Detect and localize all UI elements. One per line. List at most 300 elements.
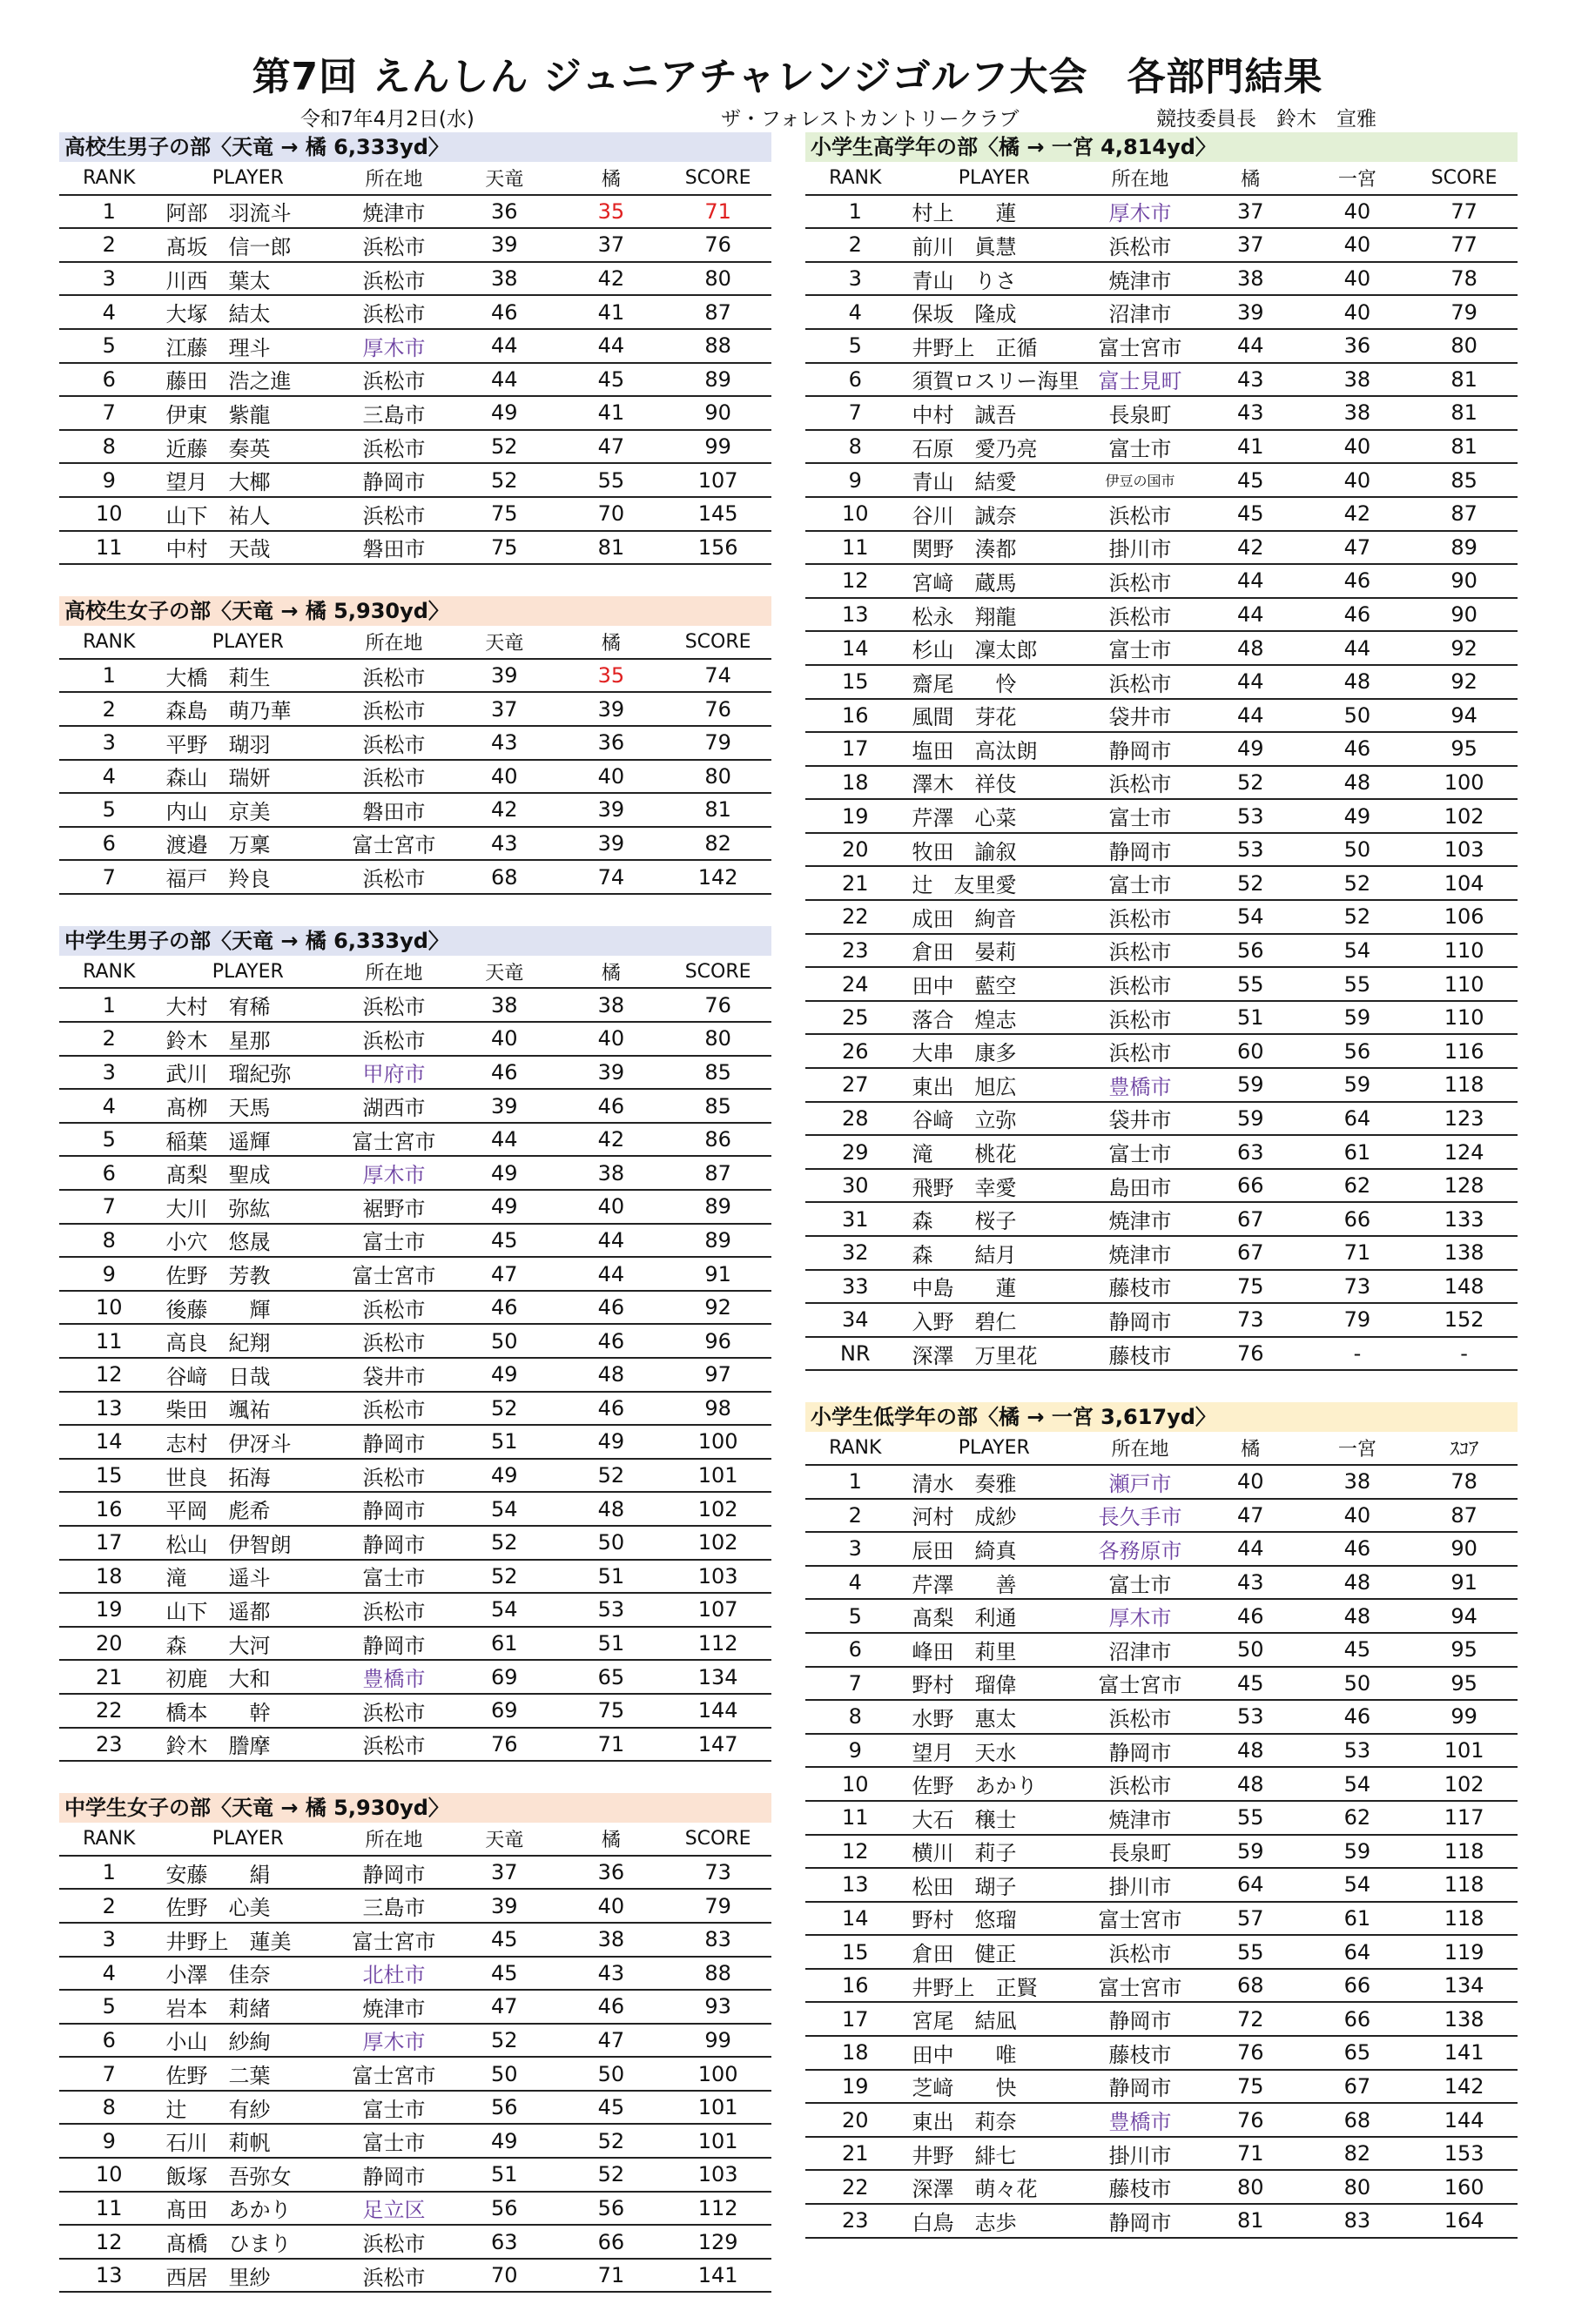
table-row <box>59 2158 771 2192</box>
front-nine-cell: 52 <box>451 1392 558 1426</box>
rank-cell: 1 <box>805 195 905 229</box>
city-cell: 浜松市 <box>337 988 451 1022</box>
back-nine-cell: 50 <box>1304 1667 1411 1701</box>
city-cell: 豊橋市 <box>337 1660 451 1694</box>
back-nine-cell: 48 <box>558 1358 665 1392</box>
back-nine-cell: 40 <box>1304 295 1411 329</box>
back-nine-cell: 52 <box>1304 900 1411 934</box>
front-nine-cell: 52 <box>451 2024 558 2058</box>
player-cell: 青山 りさ <box>905 262 1084 296</box>
table-row <box>805 967 1518 1001</box>
player-cell: 高良 紀翔 <box>159 1324 338 1358</box>
player-cell: 渡邉 万稟 <box>159 827 338 861</box>
rank-cell: 11 <box>59 531 159 565</box>
player-cell: 中村 天哉 <box>159 531 338 565</box>
front-nine-cell: 47 <box>451 1257 558 1291</box>
score-cell: 81 <box>664 793 771 827</box>
score-cell: 98 <box>664 1392 771 1426</box>
front-nine-cell: 39 <box>1197 295 1304 329</box>
back-nine-cell: 65 <box>558 1660 665 1694</box>
score-cell: 99 <box>664 2024 771 2058</box>
city-cell: 磐田市 <box>337 531 451 565</box>
table-header-row <box>59 956 771 989</box>
back-nine-cell: 46 <box>558 1324 665 1358</box>
table-row <box>805 463 1518 497</box>
front-nine-cell: 43 <box>1197 396 1304 430</box>
score-cell: 92 <box>664 1291 771 1325</box>
rank-cell: 2 <box>59 692 159 726</box>
back-nine-cell: 42 <box>558 1123 665 1157</box>
table-row <box>59 1358 771 1392</box>
player-cell: 西居 里紗 <box>159 2259 338 2293</box>
city-cell: 焼津市 <box>1083 1236 1197 1270</box>
rank-cell: 8 <box>805 430 905 464</box>
score-cell: 97 <box>664 1358 771 1392</box>
player-cell: 平野 瑚羽 <box>159 726 338 760</box>
back-nine-cell: 67 <box>1304 2070 1411 2104</box>
score-cell: 81 <box>1410 363 1518 397</box>
back-nine-cell: 66 <box>558 2225 665 2259</box>
city-cell: 富士宮市 <box>337 827 451 861</box>
score-cell: 80 <box>664 760 771 794</box>
table-row <box>805 1001 1518 1035</box>
back-nine-cell: 44 <box>558 329 665 363</box>
city-cell: 浜松市 <box>1083 1700 1197 1734</box>
table-row <box>59 2259 771 2293</box>
section-hs-boys <box>59 132 771 565</box>
table-row <box>805 430 1518 464</box>
player-cell: 世良 拓海 <box>159 1459 338 1493</box>
front-nine-cell: 52 <box>451 463 558 497</box>
rank-cell: 13 <box>59 2259 159 2293</box>
back-nine-cell: 38 <box>558 1923 665 1957</box>
score-cell: 117 <box>1410 1801 1518 1835</box>
score-cell: 148 <box>1410 1270 1518 1304</box>
city-cell: 豊橋市 <box>1083 1068 1197 1102</box>
rank-cell: 11 <box>805 531 905 565</box>
back-nine-cell: 48 <box>558 1492 665 1526</box>
column-header-back-nine: 橘 <box>558 956 665 989</box>
city-cell: 浜松市 <box>337 1291 451 1325</box>
score-cell: 80 <box>664 1022 771 1056</box>
player-cell: 横川 莉子 <box>905 1835 1084 1869</box>
front-nine-cell: 48 <box>1197 1767 1304 1801</box>
table-row <box>805 766 1518 800</box>
rank-cell: 10 <box>59 2158 159 2192</box>
front-nine-cell: 43 <box>451 827 558 861</box>
player-cell: 風間 芽花 <box>905 699 1084 733</box>
city-cell: 豊橋市 <box>1083 2103 1197 2137</box>
front-nine-cell: 50 <box>451 2057 558 2091</box>
city-cell: 浜松市 <box>1083 934 1197 968</box>
table-row <box>59 228 771 262</box>
table-row <box>59 463 771 497</box>
column-header-back-nine: 一宮 <box>1304 162 1411 195</box>
rank-cell: 9 <box>805 463 905 497</box>
back-nine-cell: 52 <box>558 1459 665 1493</box>
table-row <box>59 1990 771 2024</box>
front-nine-cell: 54 <box>451 1492 558 1526</box>
table-row <box>59 760 771 794</box>
player-cell: 大塚 結太 <box>159 295 338 329</box>
front-nine-cell: 66 <box>1197 1169 1304 1203</box>
player-cell: 橋本 幹 <box>159 1694 338 1728</box>
score-cell: 87 <box>1410 497 1518 531</box>
front-nine-cell: 51 <box>451 1425 558 1459</box>
front-nine-cell: 44 <box>1197 699 1304 733</box>
player-cell: 成田 絢音 <box>905 900 1084 934</box>
table-row <box>59 1257 771 1291</box>
back-nine-cell: 66 <box>1304 1969 1411 2003</box>
results-table <box>805 1432 1518 2238</box>
back-nine-cell: 52 <box>558 2124 665 2158</box>
rank-cell: 21 <box>805 2137 905 2171</box>
venue-name: ザ・フォレストカントリークラブ <box>721 108 1020 131</box>
column-header-back-nine: 橘 <box>558 162 665 195</box>
player-cell: 保坂 隆成 <box>905 295 1084 329</box>
table-row <box>805 598 1518 632</box>
front-nine-cell: 55 <box>1197 967 1304 1001</box>
city-cell: 富士市 <box>1083 1566 1197 1600</box>
city-cell: 焼津市 <box>1083 1801 1197 1835</box>
front-nine-cell: 59 <box>1197 1835 1304 1869</box>
rank-cell: 20 <box>59 1627 159 1661</box>
rank-cell: 21 <box>59 1660 159 1694</box>
back-nine-cell: 46 <box>1304 598 1411 632</box>
back-nine-cell: 59 <box>1304 1001 1411 1035</box>
table-row <box>59 659 771 693</box>
rank-cell: 1 <box>59 988 159 1022</box>
city-cell: 焼津市 <box>337 1990 451 2024</box>
back-nine-cell: 40 <box>558 760 665 794</box>
score-cell: 102 <box>1410 1767 1518 1801</box>
column-header-player: PLAYER <box>159 1823 338 1856</box>
score-cell: 89 <box>664 1190 771 1224</box>
back-nine-cell: 45 <box>1304 1633 1411 1667</box>
score-cell: 100 <box>1410 766 1518 800</box>
front-nine-cell: 46 <box>451 295 558 329</box>
table-row <box>59 1022 771 1056</box>
front-nine-cell: 39 <box>451 1089 558 1123</box>
player-cell: 近藤 奏英 <box>159 430 338 464</box>
front-nine-cell: 44 <box>451 363 558 397</box>
city-cell: 掛川市 <box>1083 1868 1197 1902</box>
score-cell: 87 <box>1410 1499 1518 1533</box>
rank-cell: 19 <box>59 1593 159 1627</box>
score-cell: 160 <box>1410 2170 1518 2204</box>
front-nine-cell: 38 <box>1197 262 1304 296</box>
rank-cell: NR <box>805 1337 905 1371</box>
score-cell: 123 <box>1410 1102 1518 1136</box>
city-cell: 富士宮市 <box>337 1123 451 1157</box>
column-header-score: SCORE <box>664 626 771 659</box>
score-cell: 142 <box>664 860 771 894</box>
front-nine-cell: 52 <box>451 1526 558 1560</box>
rank-cell: 34 <box>805 1303 905 1337</box>
player-cell: 佐野 心美 <box>159 1889 338 1923</box>
section-jhs-boys <box>59 926 771 1762</box>
column-header-city: 所在地 <box>1083 162 1197 195</box>
front-nine-cell: 63 <box>451 2225 558 2259</box>
rank-cell: 31 <box>805 1202 905 1236</box>
player-cell: 田中 藍空 <box>905 967 1084 1001</box>
table-row <box>59 860 771 894</box>
score-cell: 138 <box>1410 1236 1518 1270</box>
front-nine-cell: 69 <box>451 1694 558 1728</box>
city-cell: 富士市 <box>337 2091 451 2125</box>
score-cell: 144 <box>1410 2103 1518 2137</box>
front-nine-cell: 53 <box>1197 799 1304 833</box>
front-nine-cell: 43 <box>1197 363 1304 397</box>
front-nine-cell: 36 <box>451 195 558 229</box>
rank-cell: 13 <box>59 1392 159 1426</box>
rank-cell: 16 <box>805 699 905 733</box>
city-cell: 各務原市 <box>1083 1532 1197 1566</box>
back-nine-cell: 40 <box>1304 430 1411 464</box>
column-header-score: SCORE <box>664 956 771 989</box>
player-cell: 井野上 正循 <box>905 329 1084 363</box>
player-cell: 谷﨑 日哉 <box>159 1358 338 1392</box>
rank-cell: 7 <box>805 1667 905 1701</box>
table-row <box>59 1123 771 1157</box>
column-header-player: PLAYER <box>159 956 338 989</box>
city-cell: 浜松市 <box>337 363 451 397</box>
column-header-player: PLAYER <box>905 1432 1084 1465</box>
score-cell: 102 <box>664 1526 771 1560</box>
rank-cell: 15 <box>805 665 905 699</box>
column-header-city: 所在地 <box>337 1823 451 1856</box>
table-row <box>805 1499 1518 1533</box>
front-nine-cell: 49 <box>451 2124 558 2158</box>
player-cell: 飛野 幸愛 <box>905 1169 1084 1203</box>
table-row <box>805 1169 1518 1203</box>
city-cell: 静岡市 <box>1083 1734 1197 1768</box>
city-cell: 浜松市 <box>1083 1767 1197 1801</box>
front-nine-cell: 63 <box>1197 1135 1304 1169</box>
table-row <box>805 497 1518 531</box>
rank-cell: 1 <box>805 1465 905 1499</box>
back-nine-cell: 62 <box>1304 1169 1411 1203</box>
table-row <box>59 1156 771 1190</box>
back-nine-cell: 46 <box>1304 1532 1411 1566</box>
column-header-front-nine: 橘 <box>1197 1432 1304 1465</box>
table-row <box>59 1889 771 1923</box>
city-cell: 浜松市 <box>1083 598 1197 632</box>
front-nine-cell: 38 <box>451 262 558 296</box>
results-table <box>59 162 771 565</box>
player-cell: 江藤 理斗 <box>159 329 338 363</box>
city-cell: 瀬戸市 <box>1083 1465 1197 1499</box>
city-cell: 富士宮市 <box>1083 1667 1197 1701</box>
score-cell: 118 <box>1410 1868 1518 1902</box>
rank-cell: 3 <box>59 262 159 296</box>
city-cell: 浜松市 <box>337 1459 451 1493</box>
city-cell: 掛川市 <box>1083 531 1197 565</box>
player-cell: 石原 愛乃亮 <box>905 430 1084 464</box>
city-cell: 富士市 <box>337 1560 451 1594</box>
score-cell: 100 <box>664 1425 771 1459</box>
score-cell: 124 <box>1410 1135 1518 1169</box>
table-row <box>59 295 771 329</box>
back-nine-cell: 45 <box>558 363 665 397</box>
score-cell: 81 <box>1410 430 1518 464</box>
results-table <box>805 162 1518 1371</box>
city-cell: 島田市 <box>1083 1169 1197 1203</box>
score-cell: 99 <box>664 430 771 464</box>
city-cell: 浜松市 <box>337 2225 451 2259</box>
city-cell: 静岡市 <box>337 1526 451 1560</box>
section-title: 小学生低学年の部〈橘 → 一宮 3,617yd〉 <box>805 1402 1518 1432</box>
score-cell: 90 <box>1410 564 1518 598</box>
player-cell: 水野 惠太 <box>905 1700 1084 1734</box>
rank-cell: 26 <box>805 1034 905 1068</box>
table-row <box>805 1868 1518 1902</box>
back-nine-cell: 49 <box>1304 799 1411 833</box>
back-nine-cell: 61 <box>1304 1902 1411 1936</box>
front-nine-cell: 56 <box>451 2192 558 2226</box>
back-nine-cell: 71 <box>558 2259 665 2293</box>
table-row <box>805 396 1518 430</box>
rank-cell: 5 <box>59 1990 159 2024</box>
table-row <box>59 2091 771 2125</box>
player-cell: 松田 瑚子 <box>905 1868 1084 1902</box>
back-nine-cell: 48 <box>1304 1599 1411 1633</box>
score-cell: 87 <box>664 1156 771 1190</box>
rank-cell: 12 <box>805 564 905 598</box>
back-nine-cell: 38 <box>558 988 665 1022</box>
table-row <box>59 1425 771 1459</box>
back-nine-cell: 39 <box>558 692 665 726</box>
city-cell: 厚木市 <box>1083 195 1197 229</box>
column-header-score: ｽｺｱ <box>1410 1432 1518 1465</box>
front-nine-cell: 51 <box>1197 1001 1304 1035</box>
table-row <box>805 866 1518 900</box>
back-nine-cell: 81 <box>558 531 665 565</box>
rank-cell: 7 <box>59 1190 159 1224</box>
rank-cell: 2 <box>805 1499 905 1533</box>
column-header-score: SCORE <box>664 1823 771 1856</box>
score-cell: 73 <box>664 1856 771 1890</box>
city-cell: 浜松市 <box>337 659 451 693</box>
back-nine-cell: 45 <box>558 2091 665 2125</box>
back-nine-cell: 53 <box>558 1593 665 1627</box>
player-cell: 滝 遥斗 <box>159 1560 338 1594</box>
rank-cell: 3 <box>805 1532 905 1566</box>
score-cell: 110 <box>1410 934 1518 968</box>
city-cell: 浜松市 <box>337 1593 451 1627</box>
rank-cell: 32 <box>805 1236 905 1270</box>
back-nine-cell: 46 <box>558 1089 665 1123</box>
front-nine-cell: 53 <box>1197 833 1304 867</box>
city-cell: 静岡市 <box>337 463 451 497</box>
rank-cell: 17 <box>805 732 905 766</box>
player-cell: 山下 祐人 <box>159 497 338 531</box>
table-row <box>805 1566 1518 1600</box>
city-cell: 浜松市 <box>337 497 451 531</box>
player-cell: 松山 伊智朗 <box>159 1526 338 1560</box>
back-nine-cell: 47 <box>558 430 665 464</box>
player-cell: 河村 成紗 <box>905 1499 1084 1533</box>
front-nine-cell: 52 <box>1197 866 1304 900</box>
player-cell: 入野 碧仁 <box>905 1303 1084 1337</box>
rank-cell: 8 <box>805 1700 905 1734</box>
city-cell: 富士市 <box>1083 799 1197 833</box>
rank-cell: 13 <box>805 1868 905 1902</box>
front-nine-cell: 81 <box>1197 2204 1304 2238</box>
back-nine-cell: 51 <box>558 1560 665 1594</box>
score-cell: 103 <box>664 2158 771 2192</box>
rank-cell: 2 <box>805 228 905 262</box>
city-cell: 長久手市 <box>1083 1499 1197 1533</box>
rank-cell: 18 <box>59 1560 159 1594</box>
table-row <box>805 1270 1518 1304</box>
city-cell: 富士市 <box>337 1224 451 1258</box>
column-header-rank: RANK <box>805 1432 905 1465</box>
front-nine-cell: 52 <box>451 1560 558 1594</box>
rank-cell: 19 <box>805 799 905 833</box>
player-cell: 髙田 あかり <box>159 2192 338 2226</box>
front-nine-cell: 44 <box>1197 665 1304 699</box>
city-cell: 厚木市 <box>337 329 451 363</box>
back-nine-cell: 40 <box>1304 463 1411 497</box>
table-row <box>805 1700 1518 1734</box>
city-cell: 富士宮市 <box>1083 329 1197 363</box>
front-nine-cell: 69 <box>451 1660 558 1694</box>
score-cell: 145 <box>664 497 771 531</box>
player-cell: 大石 穣士 <box>905 1801 1084 1835</box>
table-row <box>805 1202 1518 1236</box>
player-cell: 谷﨑 立弥 <box>905 1102 1084 1136</box>
page-title: 第7回 えんしん ジュニアチャレンジゴルフ大会 各部門結果 <box>252 55 1323 99</box>
back-nine-cell: 36 <box>558 726 665 760</box>
city-cell: 静岡市 <box>1083 2002 1197 2036</box>
front-nine-cell: 75 <box>451 497 558 531</box>
table-row <box>805 564 1518 598</box>
player-cell: 大村 宥稀 <box>159 988 338 1022</box>
column-header-city: 所在地 <box>337 956 451 989</box>
player-cell: 山下 遥都 <box>159 1593 338 1627</box>
score-cell: 78 <box>1410 262 1518 296</box>
rank-cell: 3 <box>59 1923 159 1957</box>
section-title: 高校生男子の部〈天竜 → 橘 6,333yd〉 <box>59 132 771 162</box>
player-cell: 井野 緋七 <box>905 2137 1084 2171</box>
city-cell: 静岡市 <box>1083 2204 1197 2238</box>
back-nine-cell: 71 <box>1304 1236 1411 1270</box>
player-cell: 芹澤 善 <box>905 1566 1084 1600</box>
city-cell: 浜松市 <box>1083 497 1197 531</box>
player-cell: 青山 結愛 <box>905 463 1084 497</box>
front-nine-cell: 57 <box>1197 1902 1304 1936</box>
back-nine-cell: 52 <box>558 2158 665 2192</box>
score-cell: 77 <box>1410 195 1518 229</box>
front-nine-cell: 43 <box>451 726 558 760</box>
table-row <box>805 1337 1518 1371</box>
rank-cell: 9 <box>805 1734 905 1768</box>
city-cell: 浜松市 <box>1083 228 1197 262</box>
player-cell: 伊東 紫龍 <box>159 396 338 430</box>
table-row <box>59 1392 771 1426</box>
player-cell: 宮尾 結凪 <box>905 2002 1084 2036</box>
score-cell: 76 <box>664 988 771 1022</box>
score-cell: 85 <box>664 1089 771 1123</box>
rank-cell: 6 <box>59 827 159 861</box>
rank-cell: 12 <box>59 2225 159 2259</box>
rank-cell: 22 <box>805 900 905 934</box>
player-cell: 中村 誠吾 <box>905 396 1084 430</box>
back-nine-cell: 39 <box>558 793 665 827</box>
front-nine-cell: 45 <box>451 1923 558 1957</box>
player-cell: 村上 蓮 <box>905 195 1084 229</box>
